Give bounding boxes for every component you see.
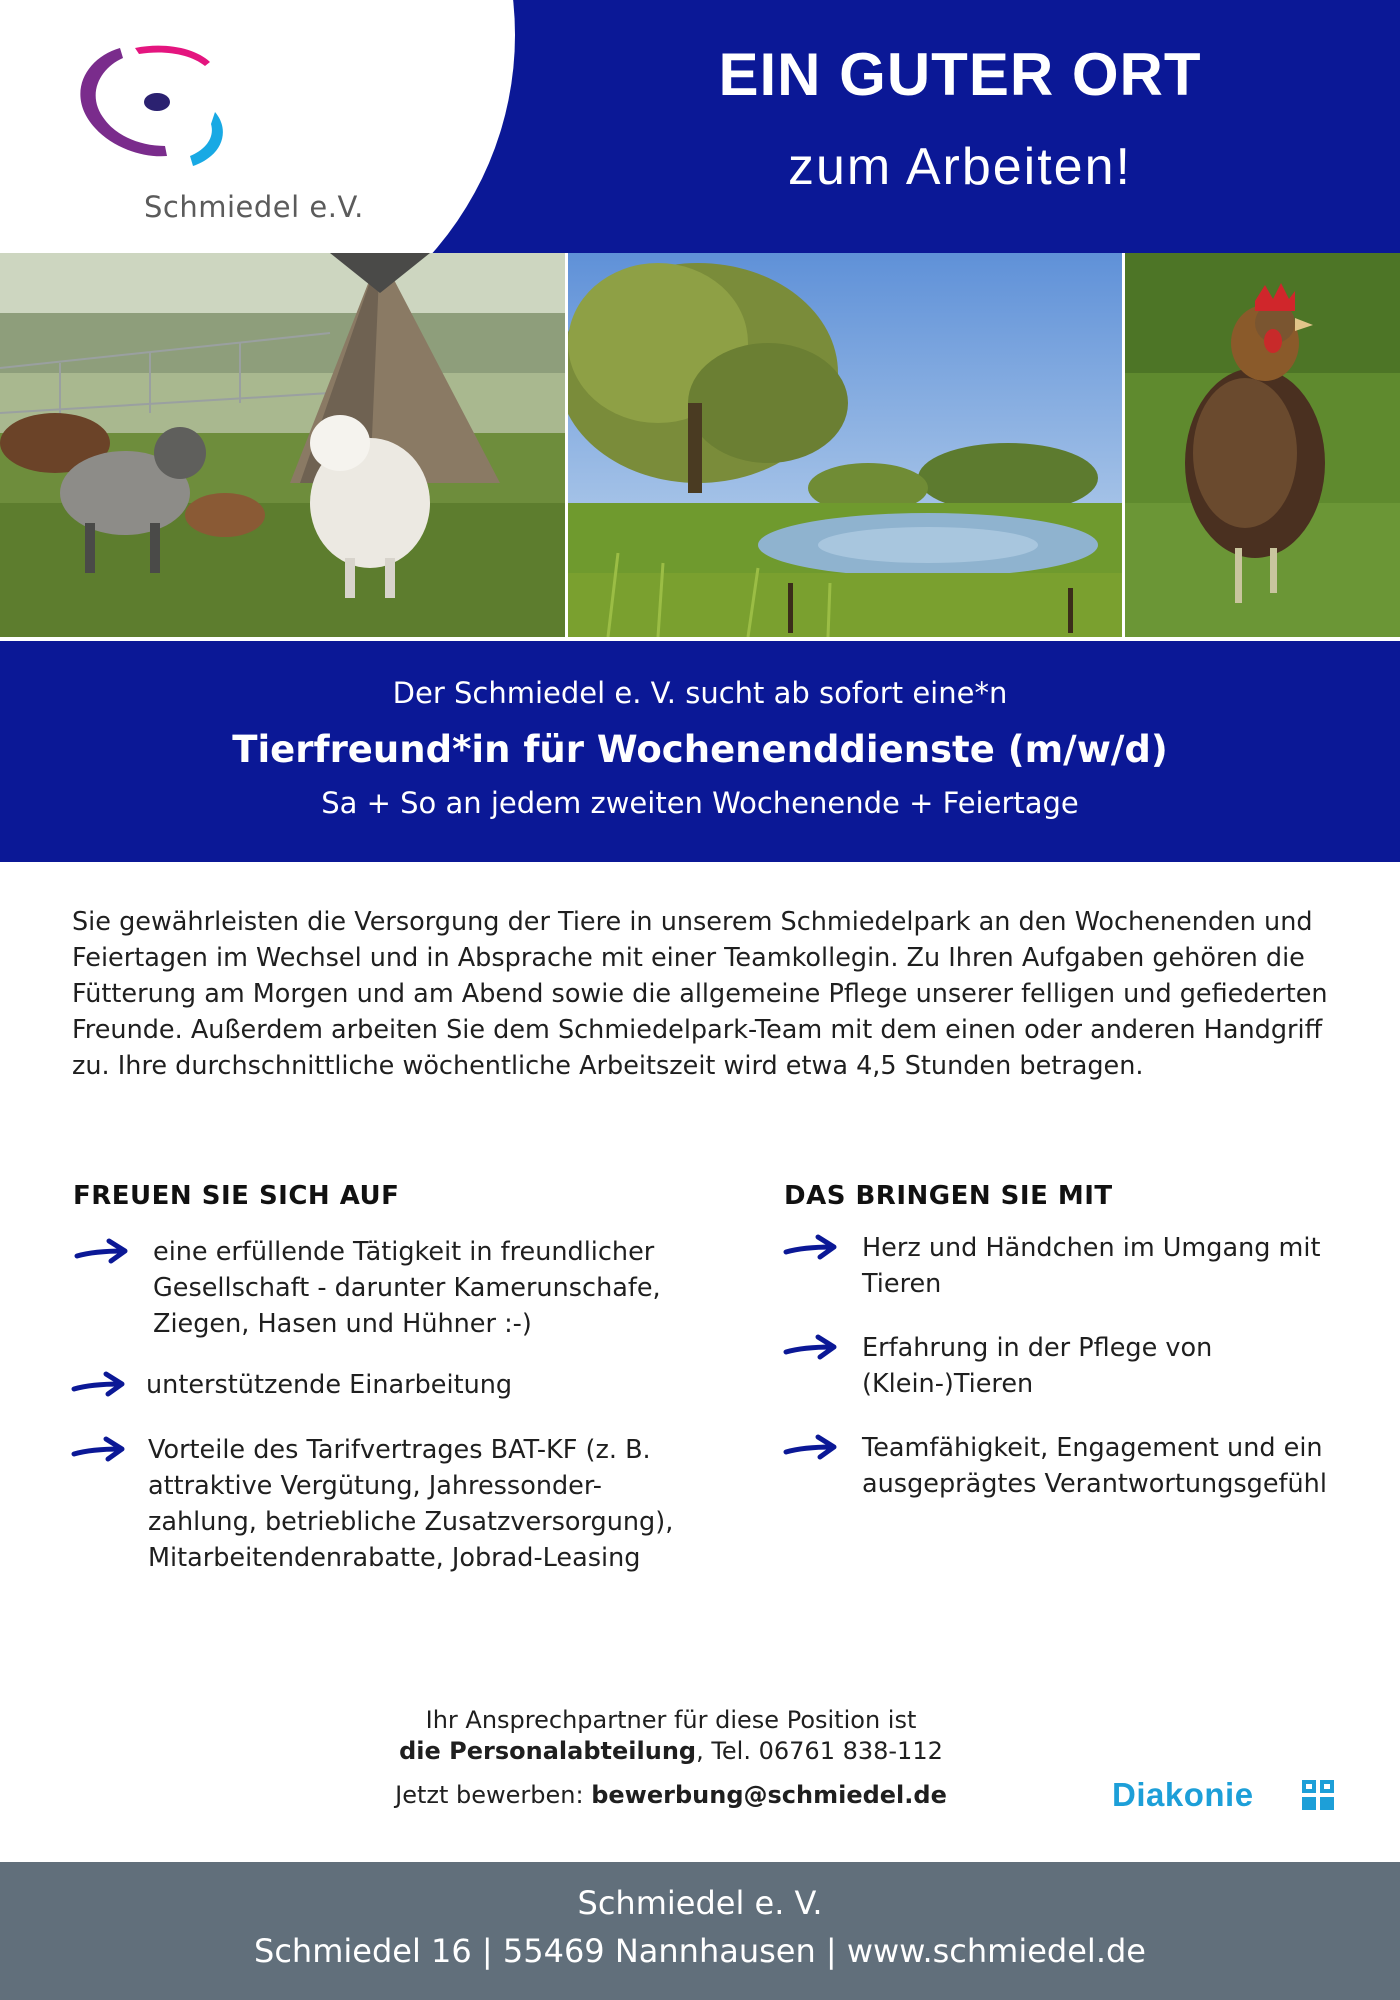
benefit-text: eine erfüllende Tätigkeit in freundlicher Gesellschaft - darunter Kamerunschafe, Ziegen, Hasen und Hühner :-) — [153, 1237, 661, 1339]
requirement-text: Herz und Händchen im Umgang mit Tieren — [862, 1233, 1321, 1299]
benefit-text: Vorteile des Tarifvertrages BAT-KF (z. B. attraktive Vergütung, Jahressonder-zahlung, betriebliche Zusatzversorgung), Mitarbeitendenrabatte, Jobrad-Leasing — [148, 1435, 674, 1573]
contact-intro: Ihr Ansprechpartner für diese Position ist — [425, 1706, 917, 1734]
sheep-and-goats-photo — [0, 253, 565, 637]
apply-label: Jetzt bewerben: — [395, 1781, 592, 1809]
contact-details — [0, 1737, 1342, 1765]
list-item — [782, 1230, 1342, 1302]
list-item — [70, 1367, 680, 1403]
apply-email-link[interactable]: bewerbung@schmiedel.de — [591, 1781, 947, 1809]
schmiedel-logo-icon — [65, 40, 255, 180]
diakonie-cross-icon — [1302, 1780, 1334, 1810]
benefit-text: unterstützende Einarbeitung — [146, 1370, 513, 1400]
arrow-right-icon — [782, 1432, 838, 1464]
arrow-right-icon — [782, 1232, 838, 1264]
logo-text: Schmiedel e.V. — [144, 190, 364, 224]
footer-address: Schmiedel 16 | 55469 Nannhausen | www.schmiedel.de — [254, 1932, 1146, 1970]
arrow-right-icon — [70, 1369, 126, 1401]
job-description: Sie gewährleisten die Versorgung der Tiere in unserem Schmiedelpark an den Wochenenden und Feiertagen im Wechsel und in Absprache mit einer Teamkollegin. Zu Ihren Aufgaben gehören die Fütterung am Morgen und am Abend sowie die allgemeine Pflege unserer felligen und gefiederten Freunde. Außerdem arbeiten Sie dem Schmiedelpark-Team mit dem einen oder anderen Handgriff zu. Ihre durchschnittliche wöchentliche Arbeitszeit wird etwa 4,5 Stunden betragen. — [72, 907, 1328, 1081]
footer — [0, 1862, 1400, 2000]
benefits-heading: FREUEN SIE SICH AUF — [73, 1181, 400, 1211]
job-schedule: Sa + So an jedem zweiten Wochenende + Feiertage — [321, 786, 1079, 820]
requirement-text: Teamfähigkeit, Engagement und ein ausgeprägtes Verantwortungsgefühl — [862, 1433, 1327, 1499]
requirement-text: Erfahrung in der Pflege von (Klein-)Tieren — [862, 1333, 1213, 1399]
list-item — [782, 1430, 1362, 1502]
contact-department: die Personalabteilung — [399, 1737, 697, 1765]
footer-organization: Schmiedel e. V. — [577, 1884, 823, 1922]
diakonie-logo-text: Diakonie — [1112, 1776, 1254, 1813]
arrow-right-icon — [73, 1236, 129, 1268]
arrow-right-icon — [782, 1332, 838, 1364]
arrow-right-icon — [70, 1434, 126, 1466]
list-item — [73, 1234, 683, 1342]
contact-phone: , Tel. 06761 838-112 — [696, 1737, 943, 1765]
park-pond-photo — [568, 253, 1122, 637]
list-item — [70, 1432, 690, 1576]
chicken-photo — [1125, 253, 1400, 637]
subheadline: zum Arbeiten! — [788, 138, 1132, 196]
job-intro: Der Schmiedel e. V. sucht ab sofort eine*n — [392, 676, 1008, 710]
requirements-heading: DAS BRINGEN SIE MIT — [784, 1181, 1113, 1211]
list-item — [782, 1330, 1342, 1402]
headline: EIN GUTER ORT — [718, 41, 1202, 108]
job-title: Tierfreund*in für Wochenenddienste (m/w/d) — [232, 728, 1168, 771]
